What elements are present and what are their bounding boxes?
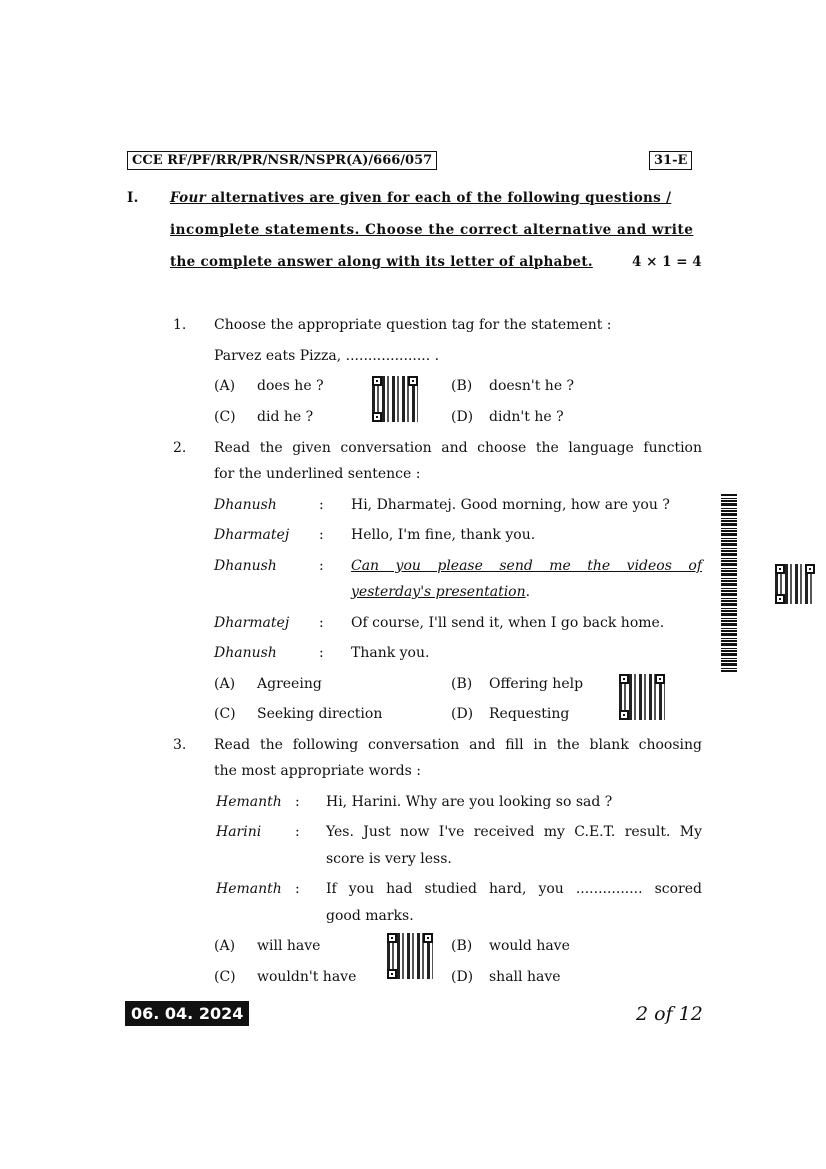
q2-option-a: Agreeing [257,676,322,692]
q2-option-d-key: (D) [451,706,474,722]
q3-number: 3. [173,737,187,753]
q3-line-2: score is very less. [326,851,452,867]
q2-stem-line2: for the underlined sentence : [214,466,421,482]
q1-stem: Choose the appropriate question tag for the statement : [214,317,612,333]
page-number: 2 of 12 [636,1003,703,1025]
q2-underlined-line1: Can you please send me the videos of [351,558,702,574]
q2-colon: : [319,645,324,661]
q3-stem-line1: Read the following conversation and fill in the blank choosing [214,737,702,753]
q2-stem-line1: Read the given conversation and choose the language function [214,440,702,456]
qr-code-icon [775,564,815,604]
q2-option-c-key: (C) [214,706,236,722]
q2-underlined-text: yesterday's presentation [351,584,526,600]
q3-speaker: Hemanth [216,794,282,810]
q3-stem-line2: the most appropriate words : [214,763,421,779]
q1-option-c: did he ? [257,409,314,425]
q2-number: 2. [173,440,187,456]
q2-colon: : [319,527,324,543]
q1-option-d-key: (D) [451,409,474,425]
section-instruction-line3: the complete answer along with its letter of alphabet. [170,254,593,270]
exam-date: 06. 04. 2024 [125,1001,249,1026]
q3-colon: : [295,794,300,810]
barcode-icon [721,494,737,672]
q2-speaker: Dharmatej [214,615,290,631]
section-instruction-line1 [170,190,702,206]
q1-number: 1. [173,317,187,333]
q2-colon: : [319,558,324,574]
section-instruction-line2: incomplete statements. Choose the correct alternative and write [170,222,694,238]
q2-underlined-line2: yesterday's presentation. [351,584,531,600]
qr-code-icon [372,376,418,422]
q2-colon: : [319,615,324,631]
q2-option-a-key: (A) [214,676,236,692]
q2-option-d: Requesting [489,706,570,722]
q1-option-b: doesn't he ? [489,378,575,394]
q3-option-b: would have [489,938,570,954]
q3-speaker: Hemanth [216,881,282,897]
qr-code-icon [619,674,665,720]
q2-option-c: Seeking direction [257,706,383,722]
q2-option-b: Offering help [489,676,584,692]
q3-speaker: Harini [216,824,262,840]
instruction-line1-text: alternatives are given for each of the following questions / [205,190,672,206]
exam-code-box [127,151,437,170]
q2-speaker: Dhanush [214,645,277,661]
instruction-emphasis: Four [170,190,206,206]
qr-code-icon [387,933,433,979]
q1-option-d: didn't he ? [489,409,564,425]
q2-speaker: Dharmatej [214,527,290,543]
q3-option-d: shall have [489,969,561,985]
exam-code: CCE RF/PF/RR/PR/NSR/NSPR(A)/666/057 [132,153,433,168]
q3-line-2: good marks. [326,908,414,924]
q3-line: Hi, Harini. Why are you looking so sad ? [326,794,613,810]
q3-option-c: wouldn't have [257,969,357,985]
q1-option-a-key: (A) [214,378,236,394]
q1-option-b-key: (B) [451,378,473,394]
q2-speaker: Dhanush [214,558,277,574]
q3-option-a-key: (A) [214,938,236,954]
q3-colon: : [295,881,300,897]
q3-option-b-key: (B) [451,938,473,954]
q2-option-b-key: (B) [451,676,473,692]
q2-line: Hi, Dharmatej. Good morning, how are you ? [351,497,670,513]
q1-option-a: does he ? [257,378,324,394]
paper-code-box [649,151,692,170]
q3-option-c-key: (C) [214,969,236,985]
section-number: I. [127,190,139,206]
q2-colon: : [319,497,324,513]
q3-line-1: Yes. Just now I've received my C.E.T. result. My [326,824,702,840]
section-marks: 4 × 1 = 4 [632,254,702,270]
q1-option-c-key: (C) [214,409,236,425]
q1-statement: Parvez eats Pizza, ................... . [214,348,440,364]
q2-line: Of course, I'll send it, when I go back home. [351,615,665,631]
q3-option-a: will have [257,938,321,954]
q2-line: Hello, I'm fine, thank you. [351,527,536,543]
q3-line-1: If you had studied hard, you ............... scored [326,881,702,897]
q3-option-d-key: (D) [451,969,474,985]
paper-code: 31-E [654,153,688,168]
q3-colon: : [295,824,300,840]
q2-line: Thank you. [351,645,430,661]
q2-speaker: Dhanush [214,497,277,513]
